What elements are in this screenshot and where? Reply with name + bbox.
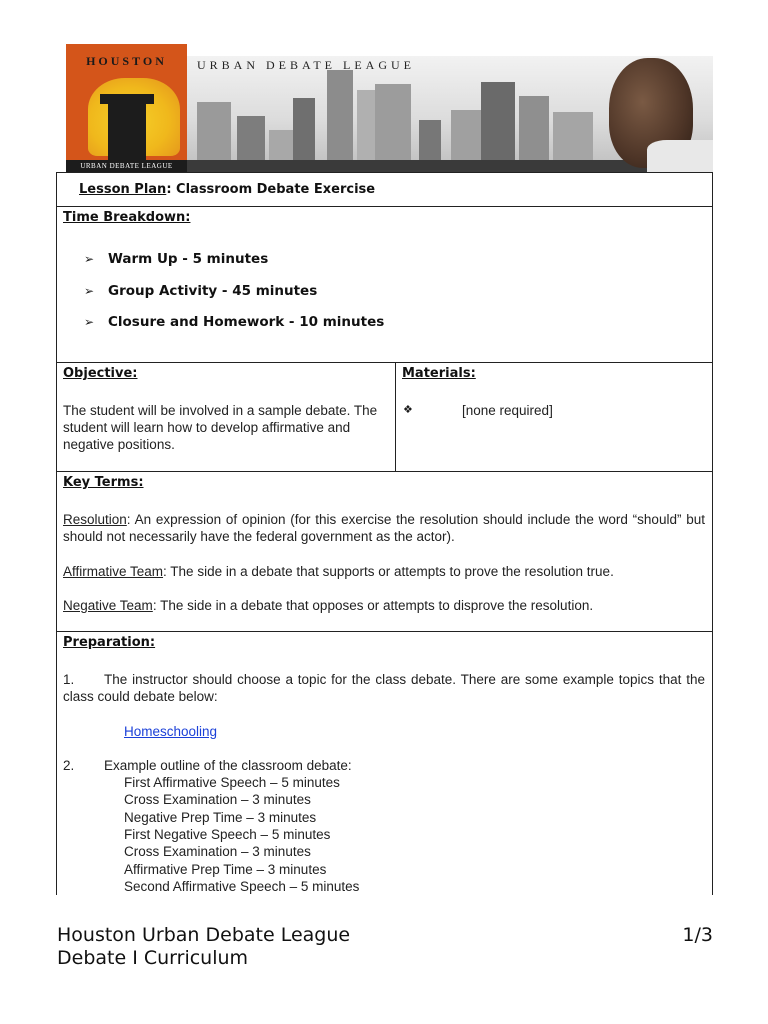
objective-text: The student will be involved in a sample debate. The student will learn how to develop affirmative and negative positions. (63, 403, 378, 452)
building (519, 96, 549, 160)
building (327, 70, 353, 160)
time-item: Warm Up - 5 minutes (108, 251, 269, 267)
diamond-bullet-icon: ❖ (403, 404, 413, 416)
key-term-negative (63, 597, 705, 614)
building (451, 110, 481, 160)
term-name: Resolution (63, 512, 127, 527)
footer-curriculum: Debate I Curriculum (57, 947, 249, 969)
objective-heading: Objective: (63, 366, 138, 381)
materials-heading: Materials: (402, 366, 476, 381)
student-shirt (647, 140, 713, 172)
term-definition: : The side in a debate that supports or attempts to prove the resolution true. (163, 564, 614, 579)
building (357, 90, 375, 160)
time-breakdown-heading: Time Breakdown: (63, 210, 191, 225)
objective-materials-row (57, 363, 712, 472)
page-footer (57, 924, 713, 970)
building (553, 112, 593, 160)
key-terms-row (57, 472, 712, 632)
term-definition: : The side in a debate that opposes or attempts to disprove the resolution. (152, 598, 594, 613)
step-number: 2. (63, 758, 75, 773)
outline-item: Second Affirmative Speech – 5 minutes (124, 879, 360, 894)
step-number: 1. (63, 672, 75, 687)
lesson-name: Classroom Debate Exercise (176, 182, 376, 197)
podium-icon-base (108, 100, 146, 160)
lesson-label: Lesson Plan (79, 182, 167, 197)
homeschooling-link[interactable]: Homeschooling (124, 724, 218, 739)
outline-item: Negative Prep Time – 3 minutes (124, 810, 317, 825)
outline-item: Cross Examination – 3 minutes (124, 844, 311, 859)
time-breakdown-row (57, 207, 712, 363)
building (293, 98, 315, 160)
building (419, 120, 441, 160)
lesson-title-row (57, 173, 712, 207)
lesson-title (79, 182, 375, 197)
term-definition: : An expression of opinion (for this exercise the resolution should include the word “should” but should not necessarily have the federal government as the actor). (63, 512, 705, 544)
header-banner (57, 44, 713, 172)
preparation-row (57, 632, 712, 895)
page-number: 1/3 (682, 924, 713, 946)
key-terms-heading: Key Terms: (63, 475, 144, 490)
building (481, 82, 515, 160)
column-divider (395, 363, 396, 471)
footer-org: Houston Urban Debate League (57, 924, 351, 946)
step-1-text: The instructor should choose a topic for the class debate. There are some example topics that the class could debate below: (63, 672, 705, 704)
outline-item: Cross Examination – 3 minutes (124, 792, 311, 807)
building (197, 102, 231, 160)
building (375, 84, 411, 160)
arrow-bullet-icon: ➢ (84, 315, 95, 329)
lesson-plan-table (56, 172, 713, 895)
outline-item: First Negative Speech – 5 minutes (124, 827, 331, 842)
arrow-bullet-icon: ➢ (84, 252, 95, 266)
building (237, 116, 265, 160)
arrow-bullet-icon: ➢ (84, 284, 95, 298)
step-2-text: Example outline of the classroom debate: (104, 758, 352, 773)
outline-item: Affirmative Prep Time – 3 minutes (124, 862, 327, 877)
logo-subtitle: URBAN DEBATE LEAGUE (66, 160, 187, 172)
banner-title: URBAN DEBATE LEAGUE (197, 58, 415, 72)
lesson-separator: : (166, 182, 172, 197)
outline-item: First Affirmative Speech – 5 minutes (124, 775, 340, 790)
key-term-resolution (63, 511, 705, 545)
building (269, 130, 293, 160)
preparation-heading: Preparation: (63, 635, 156, 650)
materials-item: [none required] (462, 403, 553, 418)
hudl-logo (66, 44, 187, 172)
term-name: Negative Team (63, 598, 153, 613)
key-term-affirmative (63, 563, 705, 580)
time-item: Closure and Homework - 10 minutes (108, 314, 385, 330)
time-item: Group Activity - 45 minutes (108, 283, 318, 299)
logo-title: HOUSTON (86, 54, 167, 68)
term-name: Affirmative Team (63, 564, 164, 579)
